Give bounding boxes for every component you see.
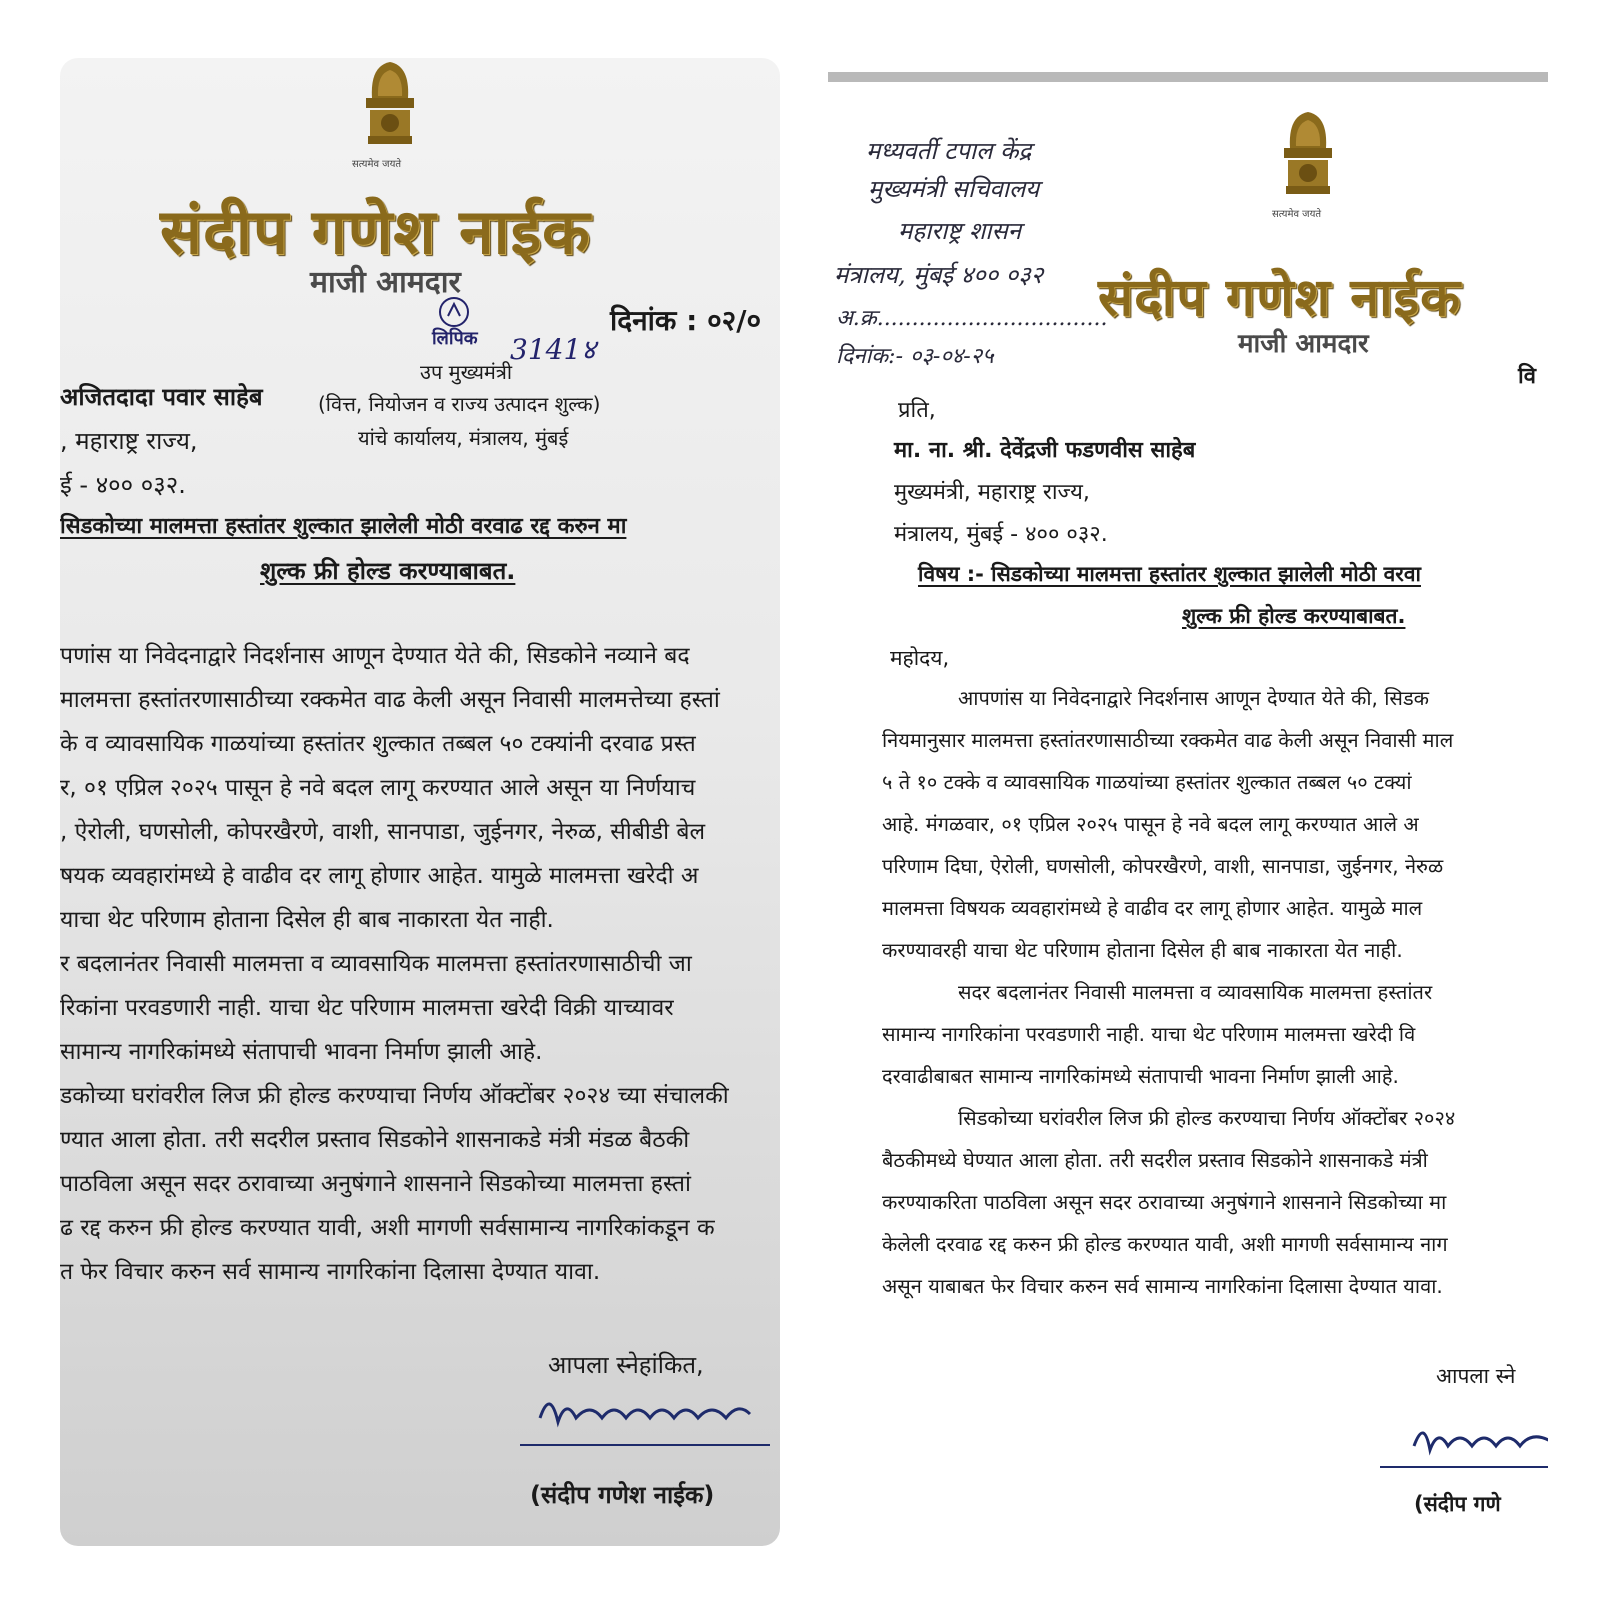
emblem-motto: सत्यमेव जयते (352, 159, 402, 170)
signature-line (1380, 1466, 1548, 1468)
greeting: महोदय, (890, 646, 950, 670)
recipient-line-2: मुख्यमंत्री, महाराष्ट्र राज्य, (894, 480, 1090, 505)
salutation-to: प्रति, (898, 398, 936, 423)
body-line: ५ ते १० टक्के व व्यावसायिक गाळयांच्या हस्तांतर शुल्कात तब्बल ५० टक्यां (882, 770, 1412, 794)
subject-line-1: विषय :- सिडकोच्या मालमत्ता हस्तांतर शुल्कात झालेली मोठी वरवा (918, 562, 1421, 586)
body-line: षयक व्यवहारांमध्ये हे वाढीव दर लागू होणार आहेत. यामुळे मालमत्ता खरेदी अ (60, 863, 699, 889)
subject-line-1: सिडकोच्या मालमत्ता हस्तांतर शुल्कात झालेली मोठी वरवाढ रद्द करुन मा (60, 514, 627, 539)
recipient-dept-2: (वित्त, नियोजन व राज्य उत्पादन शुल्क) (318, 392, 601, 416)
body-line: रिकांना परवडणारी नाही. याचा थेट परिणाम मालमत्ता खरेदी विक्री याच्यावर (60, 995, 674, 1021)
stamp-line-4: मंत्रालय, मुंबई ४०० ०३२ (834, 261, 1044, 289)
sender-title: माजी आमदार (310, 265, 461, 300)
national-emblem-icon (1268, 108, 1348, 218)
signature-icon (1406, 1412, 1548, 1466)
recipient-dept-3: यांचे कार्यालय, मंत्रालय, मुंबई (358, 426, 569, 450)
signature-line (520, 1444, 770, 1446)
recipient-name: अजितदादा पवार साहेब (60, 383, 263, 411)
body-line: सामान्य नागरिकांमध्ये संतापाची भावना निर्माण झाली आहे. (60, 1039, 543, 1065)
body-line: आहे. मंगळवार, ०१ एप्रिल २०२५ पासून हे नवे बदल लागू करण्यात आले अ (882, 812, 1419, 836)
body-line: बैठकीमध्ये घेण्यात आला होता. तरी सदरील प्रस्ताव सिडकोने शासनाकडे मंत्री (882, 1148, 1428, 1172)
signature-fragment: (संदीप गणे (1414, 1492, 1501, 1516)
body-line: याचा थेट परिणाम होताना दिसेल ही बाब नाकारता येत नाही. (60, 907, 554, 933)
recipient-line-3: मंत्रालय, मुंबई - ४०० ०३२. (894, 522, 1108, 547)
body-line: आपणांस या निवेदनाद्वारे निदर्शनास आणून देण्यात येते की, सिडक (958, 686, 1430, 710)
sender-name: संदीप गणेश नाईक (1098, 267, 1462, 328)
body-line: दरवाढीबाबत सामान्य नागरिकांमध्ये संतापाची भावना निर्माण झाली आहे. (882, 1064, 1399, 1088)
stamp-line-1: मध्यवर्ती टपाल केंद्र (866, 137, 1032, 165)
date-fragment: वि (1518, 364, 1536, 389)
body-line: नियमानुसार मालमत्ता हस्तांतरणासाठीच्या रक्कमेत वाढ केली असून निवासी माल (882, 728, 1454, 752)
closing-fragment: आपला स्ने (1436, 1364, 1516, 1388)
recipient-dept-1: उप मुख्यमंत्री (420, 360, 513, 384)
body-line: सिडकोच्या घरांवरील लिज फ्री होल्ड करण्याचा निर्णय ऑक्टोंबर २०२४ (958, 1106, 1456, 1130)
signature-icon (530, 1378, 760, 1442)
stamp-number: 3141४ (510, 333, 596, 366)
body-line: र, ०१ एप्रिल २०२५ पासून हे नवे बदल लागू करण्यात आले असून या निर्णयाच (60, 775, 696, 801)
letter-left (60, 58, 780, 1546)
body-line: मालमत्ता हस्तांतरणासाठीच्या रक्कमेत वाढ केली असून निवासी मालमत्तेच्या हस्तां (60, 687, 720, 713)
recipient-line-2: , महाराष्ट्र राज्य, (60, 427, 198, 455)
body-line: सदर बदलानंतर निवासी मालमत्ता व व्यावसायिक मालमत्ता हस्तांतर (958, 980, 1433, 1004)
letter-right (828, 72, 1548, 1550)
body-line: केलेली दरवाढ रद्द करुन फ्री होल्ड करण्यात यावी, अशी मागणी सर्वसामान्य नाग (882, 1232, 1448, 1256)
body-line: ण्यात आला होता. तरी सदरील प्रस्ताव सिडकोने शासनाकडे मंत्री मंडळ बैठकी (60, 1127, 690, 1153)
national-emblem-icon (350, 58, 430, 168)
body-line: त फेर विचार करुन सर्व सामान्य नागरिकांना दिलासा देण्यात यावा. (60, 1259, 601, 1285)
body-line: करण्यावरही याचा थेट परिणाम होताना दिसेल ही बाब नाकारता येत नाही. (882, 938, 1403, 962)
stamp-reference: अ.क्र................................. (836, 306, 1108, 331)
body-line: के व व्यावसायिक गाळयांच्या हस्तांतर शुल्कात तब्बल ५० टक्यांनी दरवाढ प्रस्त (60, 731, 696, 757)
closing: आपला स्नेहांकित, (548, 1351, 704, 1379)
body-line: पाठविला असून सदर ठरावाच्या अनुषंगाने शासनाने सिडकोच्या मालमत्ता हस्तां (60, 1171, 692, 1197)
stamp-line-3: महाराष्ट्र शासन (898, 217, 1022, 245)
body-line: ढ रद्द करुन फ्री होल्ड करण्यात यावी, अशी मागणी सर्वसामान्य नागरिकांकडून क (60, 1215, 715, 1241)
top-border (828, 72, 1548, 82)
stamp-date: दिनांक:- ०३-०४-२५ (836, 344, 994, 369)
body-line: सामान्य नागरिकांना परवडणारी नाही. याचा थेट परिणाम मालमत्ता खरेदी वि (882, 1022, 1416, 1046)
recipient-line-3: ई - ४०० ०३२. (60, 471, 186, 499)
body-line: र बदलानंतर निवासी मालमत्ता व व्यावसायिक मालमत्ता हस्तांतरणासाठीची जा (60, 951, 692, 977)
body-line: पणांस या निवेदनाद्वारे निदर्शनास आणून देण्यात येते की, सिडकोने नव्याने बद (60, 643, 690, 669)
body-line: परिणाम दिघा, ऐरोली, घणसोली, कोपरखैरणे, वाशी, सानपाडा, जुईनगर, नेरुळ (882, 854, 1444, 878)
body-line: डकोच्या घरांवरील लिज फ्री होल्ड करण्याचा निर्णय ऑक्टोंबर २०२४ च्या संचालकी (60, 1083, 729, 1109)
body-line: , ऐरोली, घणसोली, कोपरखैरणे, वाशी, सानपाडा, जुईनगर, नेरुळ, सीबीडी बेल (60, 819, 706, 845)
recipient-name: मा. ना. श्री. देवेंद्रजी फडणवीस साहेब (894, 438, 1196, 463)
subject-line-2: शुल्क फ्री होल्ड करण्याबाबत. (260, 557, 516, 585)
signature-name: (संदीप गणेश नाईक) (530, 1481, 715, 1509)
body-line: मालमत्ता विषयक व्यवहारांमध्ये हे वाढीव दर लागू होणार आहेत. यामुळे माल (882, 896, 1423, 920)
subject-line-2: शुल्क फ्री होल्ड करण्याबाबत. (1182, 604, 1406, 628)
sender-title: माजी आमदार (1238, 329, 1369, 359)
date-label: दिनांक : ०२/० (610, 304, 762, 337)
body-line: असून याबाबत फेर विचार करुन सर्व सामान्य नागरिकांना दिलासा देण्यात यावा. (882, 1274, 1443, 1298)
body-line: करण्याकरिता पाठविला असून सदर ठरावाच्या अनुषंगाने शासनाने सिडकोच्या मा (882, 1190, 1447, 1214)
stamp-line-2: मुख्यमंत्री सचिवालय (868, 175, 1040, 203)
stamp-office: लिपिक (432, 328, 478, 349)
sender-name: संदीप गणेश नाईक (160, 195, 591, 268)
emblem-motto: सत्यमेव जयते (1272, 209, 1322, 220)
